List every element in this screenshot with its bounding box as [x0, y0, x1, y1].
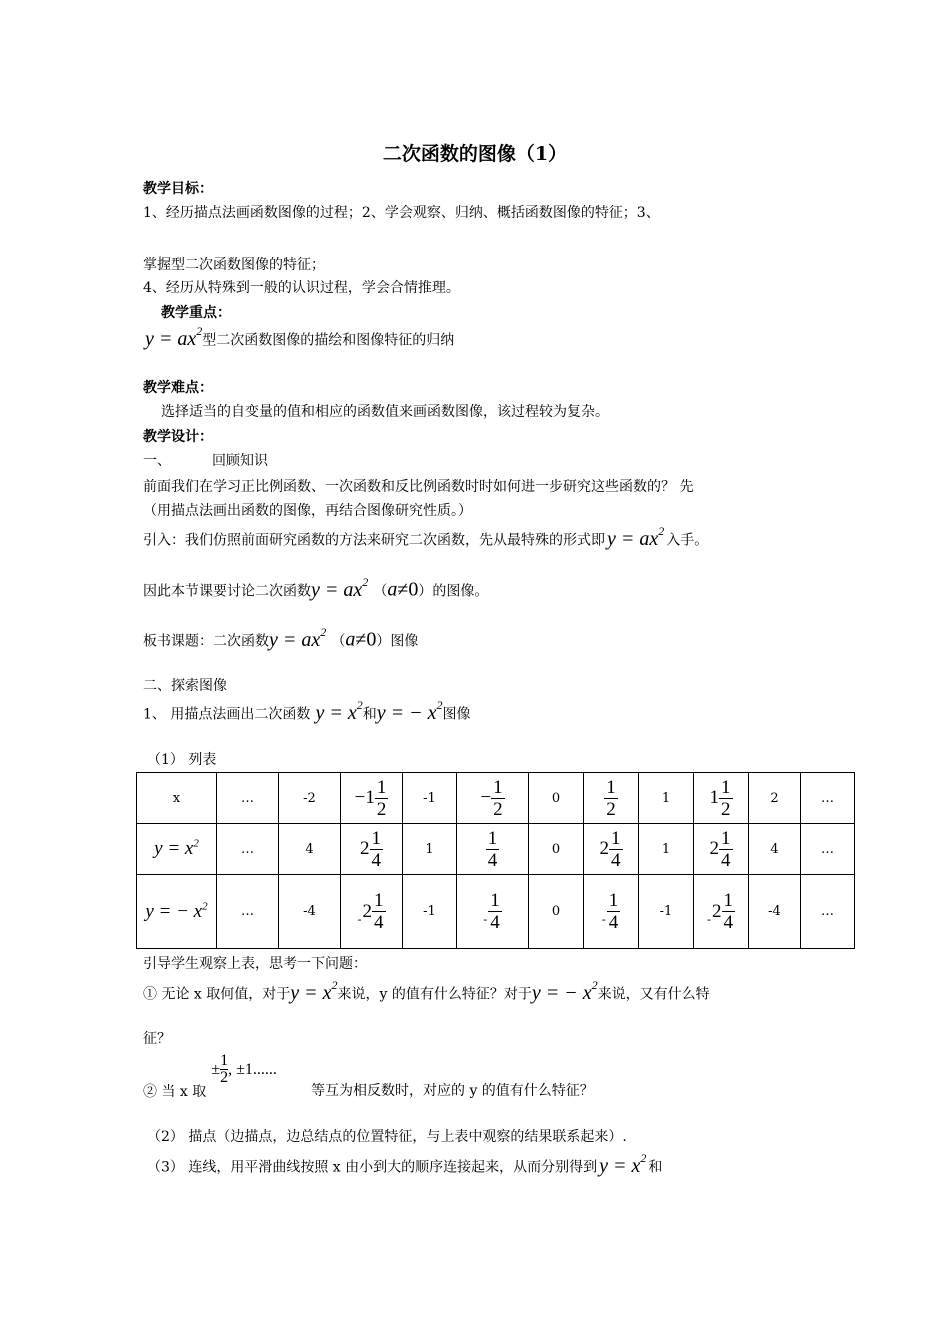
focus-formula: $y = ax^2$: [145, 324, 203, 350]
table-cell: …: [801, 824, 855, 875]
table-cell: 2 $\frac{1}{4}$: [694, 824, 749, 875]
step-1-formula-a: $y = x^2$: [315, 698, 363, 724]
step-1-and: 和: [362, 706, 377, 723]
question-1-text-a: ① 无论 x 取何值，对于: [143, 986, 291, 1003]
table-cell: 1: [639, 824, 694, 875]
table-row-y1: [137, 824, 855, 875]
step-3-formula: $y = x^2$: [599, 1151, 647, 1177]
step-3-tail: 和: [648, 1159, 663, 1176]
discuss-condition: a≠0: [387, 578, 419, 601]
step-1-line: [143, 700, 470, 725]
table-cell: 2: [749, 773, 801, 824]
step-1-formula-b: y = − $x^2$: [376, 698, 443, 724]
table-cell: 1 $\frac{1}{2}$: [694, 773, 749, 824]
table-cell: -2: [279, 773, 341, 824]
goals-line-1: 1、经历描点法画函数图像的过程；2、学会观察、归纳、概括函数图像的特征；3、: [143, 205, 660, 221]
focus-heading: 教学重点：: [161, 305, 231, 321]
intro-tail: 入手。: [666, 532, 709, 549]
table-cell: 0: [529, 875, 584, 949]
intro-formula: $y = ax^2$: [607, 524, 665, 550]
table-row-x: [137, 773, 855, 824]
table-cell: - $\frac{1}{4}$: [584, 875, 639, 949]
step-2-text: （2） 描点（边描点，边总结点的位置特征，与上表中观察的结果联系起来）.: [147, 1129, 627, 1145]
focus-text: 型二次函数图像的描绘和图像特征的归纳: [202, 332, 455, 349]
question-1-line: [143, 980, 710, 1005]
discuss-line: 因此本节课要讨论二次函数$y = ax^2$ （a≠0）的图像。: [143, 575, 489, 601]
question-1-tail: 征？: [143, 1031, 171, 1047]
row-header-x: x: [137, 773, 217, 824]
table-cell: …: [801, 875, 855, 949]
step-1-tail: 图像: [442, 706, 471, 723]
table-cell: …: [217, 824, 279, 875]
difficulty-text: 选择适当的自变量的值和相应的函数值来画函数图像，该过程较为复杂。: [161, 404, 609, 420]
question-2-line: [143, 1052, 277, 1100]
table-cell: -4: [749, 875, 801, 949]
table-cell: $\frac{1}{2}$: [584, 773, 639, 824]
step-3-line: [147, 1153, 662, 1178]
intro-line: [143, 526, 708, 551]
table-cell: …: [801, 773, 855, 824]
board-condition: a≠0: [345, 628, 377, 651]
questions-lead: 引导学生观察上表，思考一下问题：: [143, 956, 367, 972]
table-cell: - 2 $\frac{1}{4}$: [341, 875, 403, 949]
question-2-text-b: 等互为相反数时，对应的 y 的值有什么特征？: [311, 1083, 594, 1099]
question-1-text-b: 来说，y 的值有什么特征？对于: [337, 986, 532, 1003]
table-cell: 4: [749, 824, 801, 875]
step-1-text: 1、 用描点法画出二次函数: [143, 706, 311, 723]
table-cell: 1: [639, 773, 694, 824]
question-1-text-c: 来说，又有什么特: [597, 986, 710, 1003]
table-cell: - 2 $\frac{1}{4}$: [694, 875, 749, 949]
table-cell: 2 $\frac{1}{4}$: [584, 824, 639, 875]
table-cell: 4: [279, 824, 341, 875]
table-cell: 2 $\frac{1}{4}$: [341, 824, 403, 875]
table-cell: -1: [403, 875, 457, 949]
question-1-formula-a: $y = x^2$: [290, 978, 338, 1004]
board-text: 板书课题：二次函数: [143, 633, 269, 650]
section-1-title: 回顾知识: [212, 453, 268, 469]
list-label: （1） 列表: [147, 752, 217, 768]
question-2-values: ± $\frac{1}{2}$ , ±1......: [211, 1052, 277, 1086]
step-3-text: （3） 连线，用平滑曲线按照 x 由小到大的顺序连接起来，从而分别得到: [147, 1159, 598, 1176]
discuss-text: 因此本节课要讨论二次函数: [143, 583, 311, 600]
goals-heading: 教学目标：: [143, 181, 213, 197]
table-cell: …: [217, 875, 279, 949]
table-cell: −1 $\frac{1}{2}$: [341, 773, 403, 824]
table-cell: 1: [403, 824, 457, 875]
section-2-title: 二、探索图像: [143, 678, 227, 694]
intro-text: 引入：我们仿照前面研究函数的方法来研究二次函数，先从最特殊的形式即: [143, 532, 605, 549]
design-heading: 教学设计：: [143, 429, 213, 445]
board-tail: 图像: [390, 633, 419, 650]
table-cell: -1: [639, 875, 694, 949]
goals-line-3: 4、经历从特殊到一般的认识过程，学会合情推理。: [143, 280, 460, 296]
table-row-y2: [137, 875, 855, 949]
difficulty-heading: 教学难点：: [143, 380, 213, 396]
question-1-formula-b: y = − $x^2$: [531, 978, 598, 1004]
table-cell: 0: [529, 824, 584, 875]
row-header-y1: $y = x^2$: [137, 824, 217, 875]
focus-line: [145, 326, 454, 351]
review-line-1: 前面我们在学习正比例函数、一次函数和反比例函数时时如何进一步研究这些函数的？ 先: [143, 479, 694, 495]
discuss-formula: $y = ax^2$: [311, 575, 369, 601]
value-table: [136, 772, 855, 949]
question-2-text-a: ② 当 x 取: [143, 1084, 207, 1100]
discuss-tail: 的图像。: [432, 583, 489, 600]
row-header-y2: y = − $x^2$: [137, 875, 217, 949]
table-cell: − $\frac{1}{2}$: [457, 773, 529, 824]
board-line: 板书课题：二次函数$y = ax^2$ （a≠0）图像: [143, 625, 419, 651]
goals-line-2: 掌握型二次函数图像的特征；: [143, 257, 325, 273]
page-title: 二次函数的图像（1）: [382, 143, 568, 165]
table-cell: 0: [529, 773, 584, 824]
section-1-number: 一、: [143, 453, 171, 469]
table-cell: - $\frac{1}{4}$: [457, 875, 529, 949]
table-cell: -4: [279, 875, 341, 949]
table-cell: -1: [403, 773, 457, 824]
table-cell: …: [217, 773, 279, 824]
board-formula: $y = ax^2$: [269, 625, 327, 651]
review-line-2: （用描点法画出函数的图像，再结合图像研究性质。）: [143, 503, 472, 519]
table-cell: $\frac{1}{4}$: [457, 824, 529, 875]
